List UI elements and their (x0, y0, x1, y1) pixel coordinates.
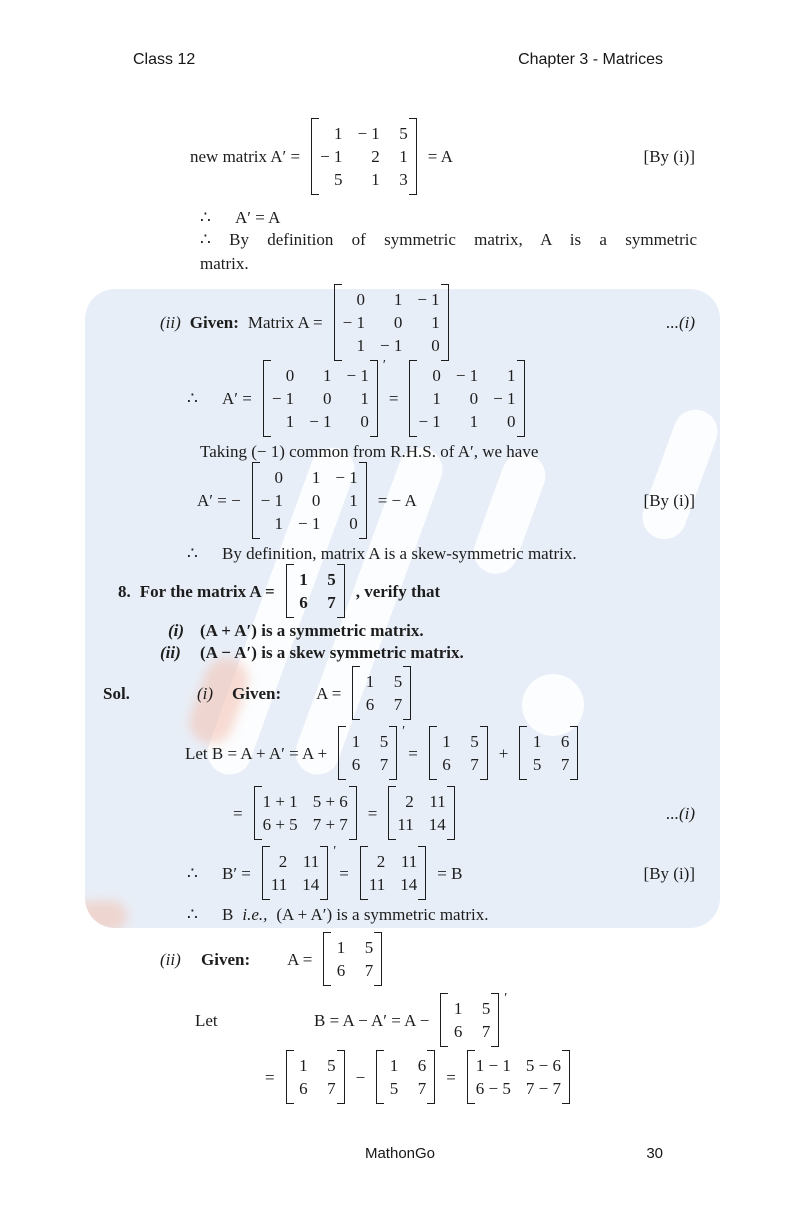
let-label: Let (195, 1010, 218, 1030)
matrix-cell: − 1 (346, 366, 369, 385)
plus-sign: + (498, 743, 509, 763)
matrix-cell: 0 (360, 412, 369, 431)
matrix-cell: 1 (356, 336, 365, 355)
item-number: (i) (197, 683, 214, 703)
matrix-cell: − 1 (342, 313, 365, 332)
given-label: Given: (189, 313, 239, 332)
matrix-a-primed (440, 991, 508, 1047)
matrix-cell: 6 (453, 1022, 463, 1041)
matrix-cell: 0 (469, 389, 479, 408)
line-b-symmetric-conclusion (187, 903, 488, 926)
matrix-a-transpose-result (409, 360, 524, 437)
matrix-cell: 14 (302, 875, 320, 894)
item-number: (ii) (160, 949, 181, 969)
matrix-cell: 1 (351, 732, 361, 751)
matrix-cell: 11 (400, 852, 418, 871)
matrix-cell: 5 (481, 999, 491, 1018)
equation-ref: ...(i) (666, 313, 695, 332)
equation-ref: ...(i) (666, 803, 695, 823)
matrix-b-transposed (262, 844, 337, 900)
math-text: A′ = A (235, 208, 281, 227)
given-label: Given: (232, 683, 282, 703)
matrix-a-transposed (263, 358, 386, 437)
math-text: Matrix A = (247, 313, 323, 332)
matrix-cell: 1 (432, 389, 441, 408)
matrix-cell: 1 (274, 514, 284, 533)
matrix-cell: 1 − 1 (475, 1056, 511, 1075)
line-symmetric-conclusion-wrap (200, 252, 249, 275)
minus-sign: − (355, 1067, 366, 1087)
line-new-matrix (190, 118, 695, 195)
matrix-a-transpose (376, 1050, 435, 1104)
matrix-cell: 6 (299, 593, 308, 612)
line-part-ii-given (160, 284, 695, 361)
math-text: B (222, 905, 234, 924)
matrix-cell: 1 (431, 313, 440, 332)
question-text: , verify that (355, 581, 441, 601)
matrix-cell: − 1 (357, 124, 380, 143)
matrix-cell: 0 (431, 336, 440, 355)
matrix-cell: 0 (311, 491, 321, 510)
equals-sign: = (388, 389, 399, 408)
line-sum-result (233, 786, 695, 840)
question-8-item-i (168, 619, 424, 642)
matrix-cell: 6 (560, 732, 570, 751)
matrix-cell: 7 (417, 1079, 427, 1098)
matrix-cell: 7 (379, 755, 389, 774)
matrix-cell: 5 (379, 732, 389, 751)
matrix-a (323, 932, 382, 986)
matrix-cell: 5 (399, 124, 408, 143)
therefore-symbol: ∴ (200, 208, 211, 227)
matrix-cell: 1 (532, 732, 542, 751)
matrix-cell: 6 (365, 695, 375, 714)
line-symmetric-conclusion (200, 229, 697, 251)
transpose-prime: ′ (382, 358, 386, 373)
matrix-question (286, 564, 345, 618)
matrix-cell: 14 (400, 875, 418, 894)
ie-label: i.e., (242, 905, 268, 924)
matrix-b (360, 846, 426, 900)
conclusion-text: By definition, matrix A is a skew-symmetric matrix. (222, 544, 577, 563)
matrix-a-transpose (519, 726, 578, 780)
matrix-cell: 0 (285, 366, 295, 385)
line-b-transpose (187, 846, 695, 900)
matrix-cell: 5 (389, 1079, 399, 1098)
question-8-item-ii (160, 641, 464, 664)
matrix-cell: − 1 (320, 147, 343, 166)
matrix-cell: 2 (376, 852, 386, 871)
equals-sign: = (265, 1067, 275, 1087)
math-text: A = (316, 683, 342, 703)
transpose-prime: ′ (333, 844, 337, 859)
math-text: = − A (377, 491, 417, 510)
matrix-cell: 1 (349, 491, 358, 510)
matrix-cell: 6 (417, 1056, 427, 1075)
matrix-cell: 2 (278, 852, 288, 871)
matrix-cell: 6 (351, 755, 361, 774)
matrix-cell: 1 (360, 389, 369, 408)
matrix-cell: − 1 (418, 412, 441, 431)
math-text: new matrix A′ = (190, 147, 301, 166)
matrix-cell: 1 (299, 570, 308, 589)
matrix-cell: 1 (365, 672, 375, 691)
matrix-cell: 3 (399, 170, 408, 189)
matrix-cell: 6 (299, 1079, 308, 1098)
matrix-cell: 7 (481, 1022, 491, 1041)
matrix-cell: 1 (371, 170, 380, 189)
header-class-label: Class 12 (133, 51, 196, 68)
matrix-cell: 11 (429, 792, 446, 811)
matrix-a-given-repeat (252, 462, 367, 539)
math-text: = B (437, 863, 463, 883)
matrix-cell: 1 (323, 366, 332, 385)
matrix-cell: 2 (371, 147, 380, 166)
matrix-cell: − 1 (335, 468, 358, 487)
reference-note: [By (i)] (643, 147, 695, 166)
matrix-cell: 5 + 6 (312, 792, 348, 811)
matrix-cell: 5 (364, 938, 374, 957)
matrix-cell: 5 (327, 570, 336, 589)
line-a-prime-equals-a (200, 206, 280, 229)
matrix-cell: 1 (299, 1056, 308, 1075)
math-text: A′ = (222, 389, 252, 408)
matrix-cell: 7 (327, 593, 336, 612)
matrix-a-prime-result (311, 118, 417, 195)
math-text: A′ = − (197, 491, 241, 510)
line-let-b-sum (185, 726, 580, 780)
math-text: Let B = A + A′ = A + (185, 743, 328, 763)
matrix-a (352, 666, 411, 720)
equals-sign: = (367, 803, 378, 823)
math-text: = A (427, 147, 453, 166)
item-text: (A + A′) is a symmetric matrix. (200, 621, 424, 640)
question-number: 8. (118, 581, 131, 601)
matrix-cell: 7 (364, 961, 374, 980)
matrix-cell: 7 + 7 (312, 815, 348, 834)
therefore-symbol: ∴ (200, 230, 211, 249)
matrix-cell: 0 (349, 514, 358, 533)
footer-page-number: 30 (646, 1145, 663, 1162)
matrix-cell: 7 (393, 695, 403, 714)
matrix-cell: 7 − 7 (525, 1079, 561, 1098)
solution-label: Sol. (103, 683, 130, 703)
matrix-sum-expression (254, 786, 357, 840)
matrix-cell: − 1 (493, 389, 516, 408)
math-text: B′ = (222, 863, 251, 883)
therefore-symbol: ∴ (187, 389, 198, 408)
matrix-cell: 1 (285, 412, 295, 431)
transpose-prime: ′ (504, 991, 508, 1006)
matrix-cell: 1 (333, 124, 343, 143)
matrix-cell: 0 (274, 468, 284, 487)
reference-note: [By (i)] (643, 863, 695, 883)
matrix-cell: 11 (368, 875, 386, 894)
line-solution-given (103, 666, 413, 720)
line-let-b-diff (195, 991, 508, 1047)
matrix-cell: 2 (405, 792, 414, 811)
matrix-cell: − 1 (298, 514, 321, 533)
item-number: (ii) (160, 643, 181, 662)
matrix-cell: − 1 (380, 336, 403, 355)
matrix-sum-result (388, 786, 454, 840)
line-negative-a (197, 462, 695, 539)
conclusion-text: matrix. (200, 254, 249, 273)
matrix-a-primed (338, 724, 406, 780)
matrix-cell: 5 (470, 732, 479, 751)
math-text: B = A − A′ = A − (314, 1010, 430, 1030)
matrix-cell: 6 − 5 (475, 1079, 511, 1098)
matrix-cell: 1 (453, 999, 463, 1018)
matrix-cell: 11 (397, 815, 414, 834)
matrix-cell: 1 (389, 1056, 399, 1075)
matrix-cell: − 1 (455, 366, 479, 385)
transpose-prime: ′ (402, 724, 406, 739)
matrix-cell: − 1 (309, 412, 332, 431)
equals-sign: = (339, 863, 349, 883)
matrix-cell: 5 (333, 170, 343, 189)
line-taking-common (200, 440, 538, 463)
matrix-cell: 1 (336, 938, 346, 957)
line-skew-conclusion (187, 542, 577, 565)
reference-note: [By (i)] (643, 491, 695, 510)
matrix-cell: 0 (393, 313, 403, 332)
matrix-cell: 1 (399, 147, 408, 166)
matrix-cell: 0 (432, 366, 441, 385)
matrix-cell: 1 (507, 366, 516, 385)
matrix-cell: 5 (393, 672, 403, 691)
matrix-cell: 11 (270, 875, 288, 894)
matrix-cell: 6 (336, 961, 346, 980)
matrix-cell: 6 (442, 755, 451, 774)
line-part-ii-given-2 (160, 932, 384, 986)
matrix-cell: 5 (327, 1056, 336, 1075)
matrix-cell: 1 (311, 468, 321, 487)
matrix-cell: 1 + 1 (262, 792, 298, 811)
therefore-symbol: ∴ (187, 863, 198, 883)
explanation-text: Taking (− 1) common from R.H.S. of A′, we have (200, 442, 539, 461)
matrix-diff-expression (467, 1050, 570, 1104)
matrix-a (286, 1050, 345, 1104)
matrix-cell: 0 (507, 412, 516, 431)
matrix-cell: 7 (327, 1079, 336, 1098)
conclusion-text: By definition of symmetric matrix, A is a symmetric (229, 230, 698, 249)
matrix-cell: 14 (428, 815, 446, 834)
matrix-a-given (334, 284, 449, 361)
question-text: For the matrix A = (139, 581, 275, 601)
given-label: Given: (201, 949, 251, 969)
matrix-cell: − 1 (271, 389, 295, 408)
line-diff-result (265, 1050, 572, 1104)
matrix-cell: − 1 (417, 290, 440, 309)
equals-sign: = (408, 743, 418, 763)
matrix-cell: 5 (532, 755, 542, 774)
item-number: (ii) (160, 313, 181, 332)
matrix-cell: 1 (469, 412, 479, 431)
therefore-symbol: ∴ (187, 905, 198, 924)
matrix-cell: 6 + 5 (262, 815, 298, 834)
matrix-cell: 7 (470, 755, 479, 774)
equals-sign: = (446, 1067, 456, 1087)
matrix-cell: 7 (560, 755, 570, 774)
matrix-cell: − 1 (260, 491, 284, 510)
item-text: (A − A′) is a skew symmetric matrix. (200, 643, 464, 662)
line-a-transpose (187, 360, 527, 437)
matrix-cell: 5 − 6 (525, 1056, 561, 1075)
equals-sign: = (233, 803, 243, 823)
footer-brand: MathonGo (364, 1145, 436, 1162)
matrix-a (429, 726, 488, 780)
question-8 (118, 564, 440, 618)
math-text: A = (287, 949, 313, 969)
matrix-cell: 1 (442, 732, 451, 751)
matrix-cell: 11 (302, 852, 320, 871)
matrix-cell: 0 (323, 389, 332, 408)
conclusion-text: (A + A′) is a symmetric matrix. (276, 905, 489, 924)
item-number: (i) (168, 621, 185, 640)
header-chapter-label: Chapter 3 - Matrices (518, 51, 663, 68)
matrix-cell: 1 (393, 290, 403, 309)
therefore-symbol: ∴ (187, 544, 198, 563)
matrix-cell: 0 (356, 290, 365, 309)
watermark-pink-corner (85, 901, 127, 928)
